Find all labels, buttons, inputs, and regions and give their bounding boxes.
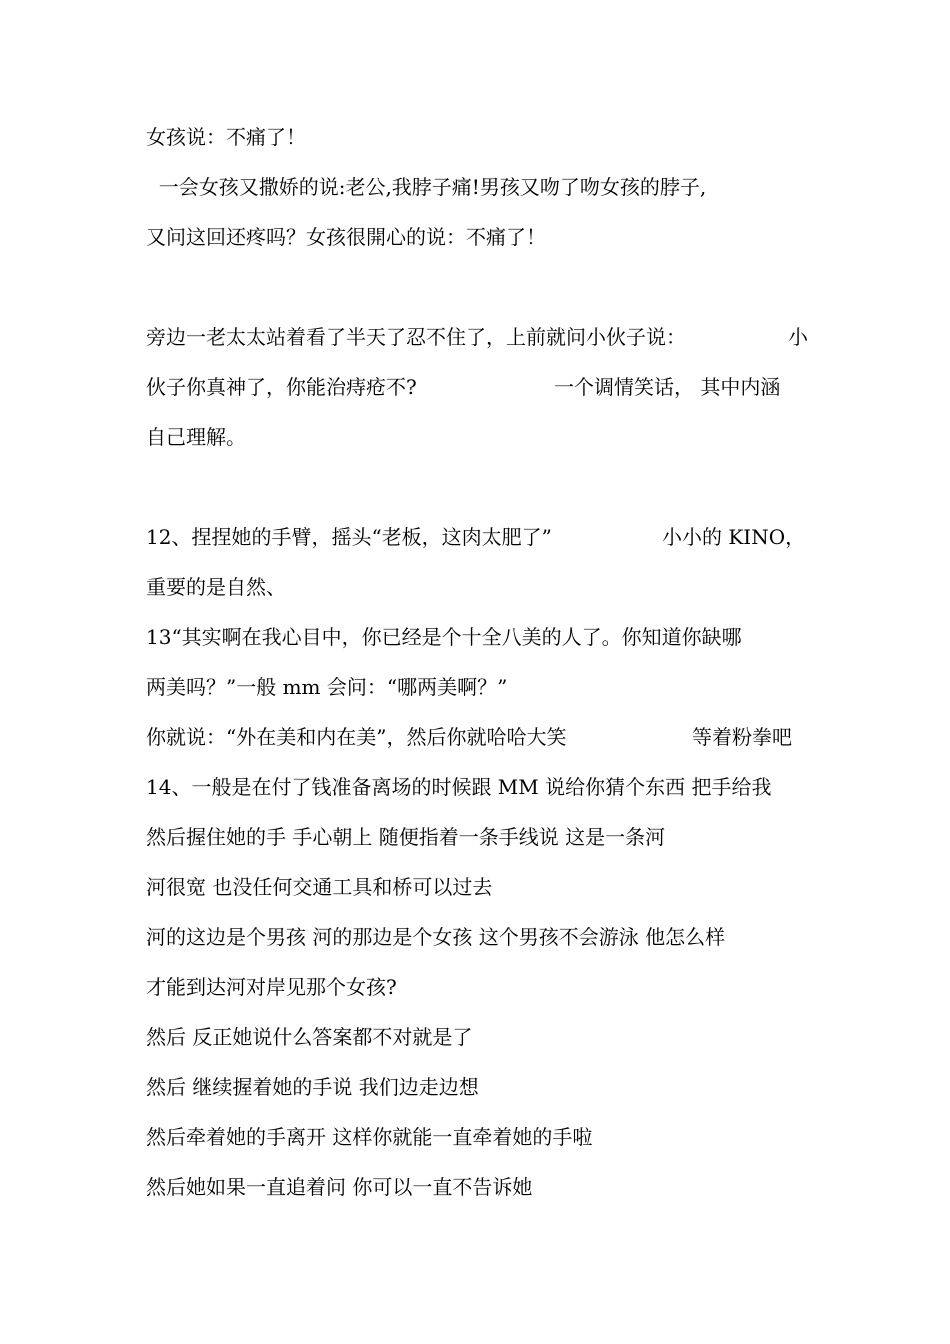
text-line: 然后她如果一直追着问 你可以一直不告诉她 xyxy=(146,1175,533,1199)
text-line: 然后牵着她的手离开 这样你就能一直牵着她的手啦 xyxy=(146,1125,593,1149)
text-segment: 12、捏捏她的手臂，摇头“老板，这肉太肥了” xyxy=(146,525,552,549)
text-segment: 你就说：“外在美和内在美”，然后你就哈哈大笑 xyxy=(146,725,567,749)
text-line: 一会女孩又撒娇的说:老公,我脖子痛!男孩又吻了吻女孩的脖子, xyxy=(146,175,707,199)
text-line: 河的这边是个男孩 河的那边是个女孩 这个男孩不会游泳 他怎么样 xyxy=(146,925,726,949)
text-line: 才能到达河对岸见那个女孩? xyxy=(146,975,397,999)
text-line: 然后 反正她说什么答案都不对就是了 xyxy=(146,1025,473,1049)
text-segment: 小小的 KINO， xyxy=(662,525,806,549)
text-line: 自己理解。 xyxy=(146,425,246,449)
text-line: 然后 继续握着她的手说 我们边走边想 xyxy=(146,1075,479,1099)
text-line: 两美吗？”一般 mm 会问：“哪两美啊？” xyxy=(146,675,508,699)
text-segment: 一个调情笑话， 其中内涵 xyxy=(554,375,781,399)
text-line: 女孩说：不痛了！ xyxy=(146,125,306,149)
text-segment: 等着粉拳吧 xyxy=(692,725,792,749)
text-line: 河很宽 也没任何交通工具和桥可以过去 xyxy=(146,875,493,899)
text-line: 又问这回还疼吗？女孩很開心的说：不痛了！ xyxy=(146,225,546,249)
text-line: 13“其实啊在我心目中，你已经是个十全八美的人了。你知道你缺哪 xyxy=(146,625,742,649)
text-segment: 伙子你真神了，你能治痔疮不? xyxy=(146,375,417,399)
text-segment: 小 xyxy=(788,325,808,349)
text-line: 14、一般是在付了钱准备离场的时候跟 MM 说给你猜个东西 把手给我 xyxy=(146,775,772,799)
text-line: 重要的是自然、 xyxy=(146,575,286,599)
text-segment: 旁边一老太太站着看了半天了忍不住了，上前就问小伙子说： xyxy=(146,325,686,349)
text-line: 然后握住她的手 手心朝上 随便指着一条手线说 这是一条河 xyxy=(146,825,666,849)
